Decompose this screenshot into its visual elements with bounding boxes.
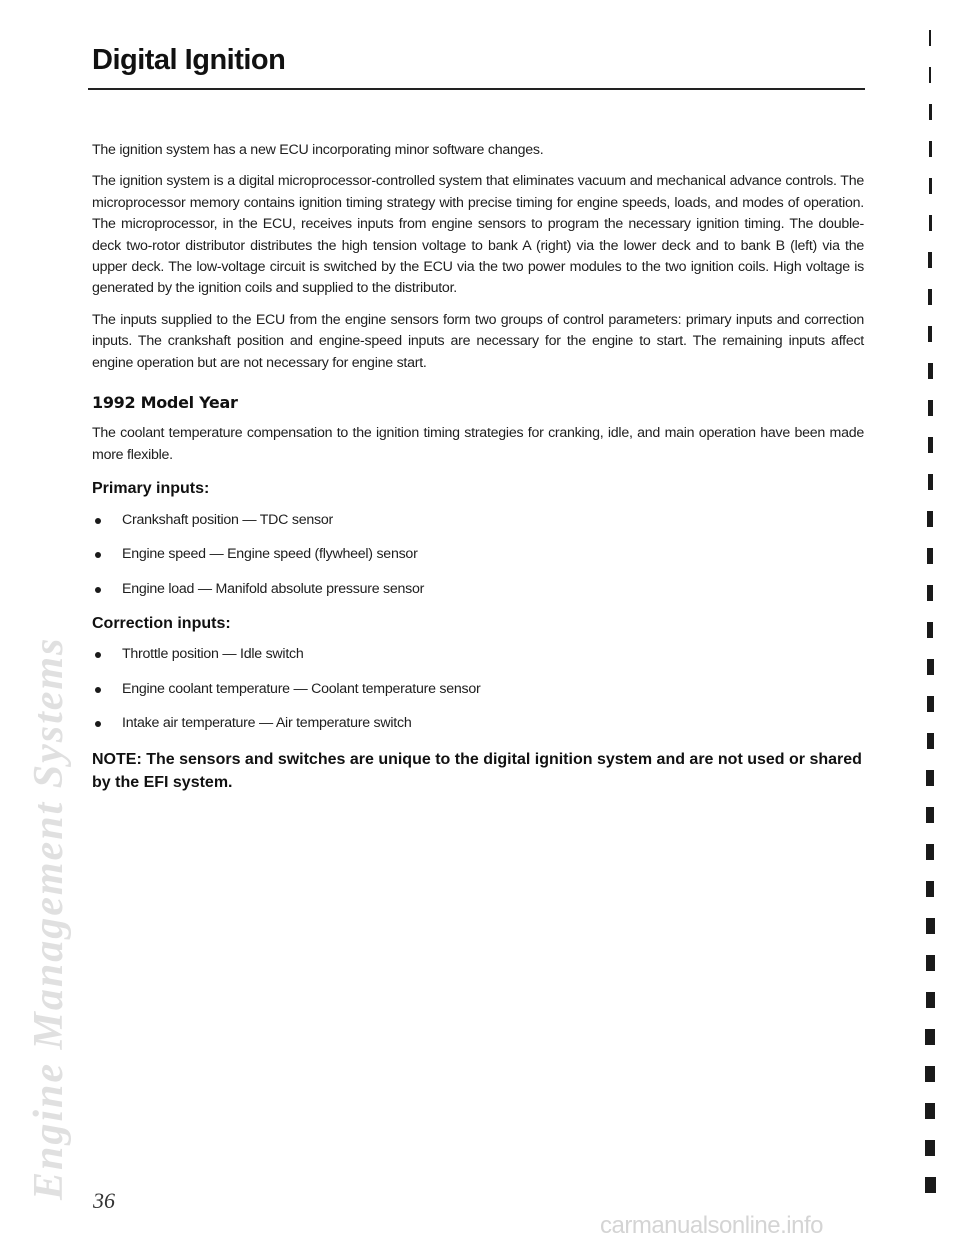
main-content — [92, 140, 864, 794]
note: NOTE: The sensors and switches are unique to the digital ignition system and are not used or shared by the EFI system. — [92, 750, 862, 791]
model-year-paragraph: The coolant temperature compensation to the ignition timing strategies for cranking, idle, and main operation have been made more flexible. — [92, 425, 864, 463]
margin-mark — [925, 1140, 935, 1156]
bullet-icon — [95, 552, 101, 558]
margin-mark — [928, 289, 932, 305]
margin-mark — [928, 400, 933, 416]
margin-mark — [928, 326, 932, 342]
margin-mark — [928, 363, 933, 379]
bullet-icon — [95, 687, 101, 693]
list-item — [92, 713, 864, 734]
margin-mark — [928, 474, 933, 490]
list-item — [92, 679, 864, 700]
list-item-text: Intake air temperature — Air temperature switch — [122, 715, 412, 732]
margin-mark — [925, 1029, 935, 1045]
paragraph: The ignition system has a new ECU incorporating minor software changes. — [92, 142, 544, 158]
margin-mark — [926, 844, 934, 860]
primary-inputs-list — [92, 510, 864, 600]
margin-tab-marks — [918, 30, 948, 1230]
page-title: Digital Ignition — [92, 44, 286, 76]
margin-mark — [926, 992, 935, 1008]
margin-mark — [927, 511, 933, 527]
bullet-icon — [95, 518, 101, 524]
margin-mark — [929, 104, 932, 120]
list-item-text: Engine speed — Engine speed (flywheel) sensor — [122, 546, 418, 563]
margin-mark — [925, 1103, 935, 1119]
list-item — [92, 510, 864, 531]
margin-mark — [929, 141, 932, 157]
margin-mark — [927, 696, 934, 712]
margin-mark — [926, 770, 934, 786]
margin-mark — [928, 252, 932, 268]
title-rule — [88, 88, 865, 90]
margin-mark — [927, 548, 933, 564]
margin-mark — [926, 881, 934, 897]
margin-mark — [926, 918, 935, 934]
margin-mark — [927, 733, 934, 749]
bullet-icon — [95, 721, 101, 727]
paragraph: The inputs supplied to the ECU from the engine sensors form two groups of control parameters: primary inputs and correction inputs. The crankshaft position and engine-speed inputs are necessary for the engine to start. The remaining inputs affect engine operation but are not necessary for engine start. — [92, 311, 864, 371]
primary-inputs-heading: Primary inputs: — [92, 480, 210, 498]
list-item-text: Crankshaft position — TDC sensor — [122, 511, 333, 528]
page-number: 36 — [93, 1188, 115, 1213]
bullet-icon — [95, 652, 101, 658]
bullet-icon — [95, 587, 101, 593]
margin-mark — [929, 67, 931, 83]
footer-watermark-url: carmanualsonline.info — [600, 1212, 823, 1239]
correction-inputs-list — [92, 644, 864, 734]
margin-mark — [925, 1066, 935, 1082]
model-year-heading: 1992 Model Year — [92, 393, 238, 413]
margin-mark — [926, 807, 934, 823]
list-item-text: Throttle position — Idle switch — [122, 646, 304, 663]
margin-mark — [925, 1177, 936, 1193]
list-item — [92, 644, 864, 665]
margin-mark — [929, 178, 932, 194]
correction-inputs-heading: Correction inputs: — [92, 614, 231, 632]
margin-mark — [927, 585, 933, 601]
list-item — [92, 544, 864, 565]
margin-mark — [929, 30, 931, 46]
margin-mark — [926, 955, 935, 971]
list-item-text: Engine load — Manifold absolute pressure sensor — [122, 580, 425, 597]
margin-mark — [928, 437, 933, 453]
list-item — [92, 579, 864, 600]
paragraph: The ignition system is a digital microprocessor-controlled system that eliminates vacuum and mechanical advance controls. The microprocessor memory contains ignition timing strategy with precise timing for engine speeds, loads, and modes of operation. The microprocessor, in the ECU, receives inputs from engine sensors to program the necessary ignition timing. The double-deck two-rotor distributor distributes the high tension voltage to bank A (right) via the lower deck and to bank B (left) via the upper deck. The low-voltage circuit is switched by the ECU via the two power modules to the two ignition coils. High voltage is generated by the ignition coils and supplied to the distributor. — [92, 173, 864, 297]
side-watermark: Engine Management Systems — [26, 636, 72, 1200]
margin-mark — [927, 659, 934, 675]
list-item-text: Engine coolant temperature — Coolant temperature sensor — [122, 680, 481, 697]
margin-mark — [929, 215, 932, 231]
margin-mark — [927, 622, 933, 638]
